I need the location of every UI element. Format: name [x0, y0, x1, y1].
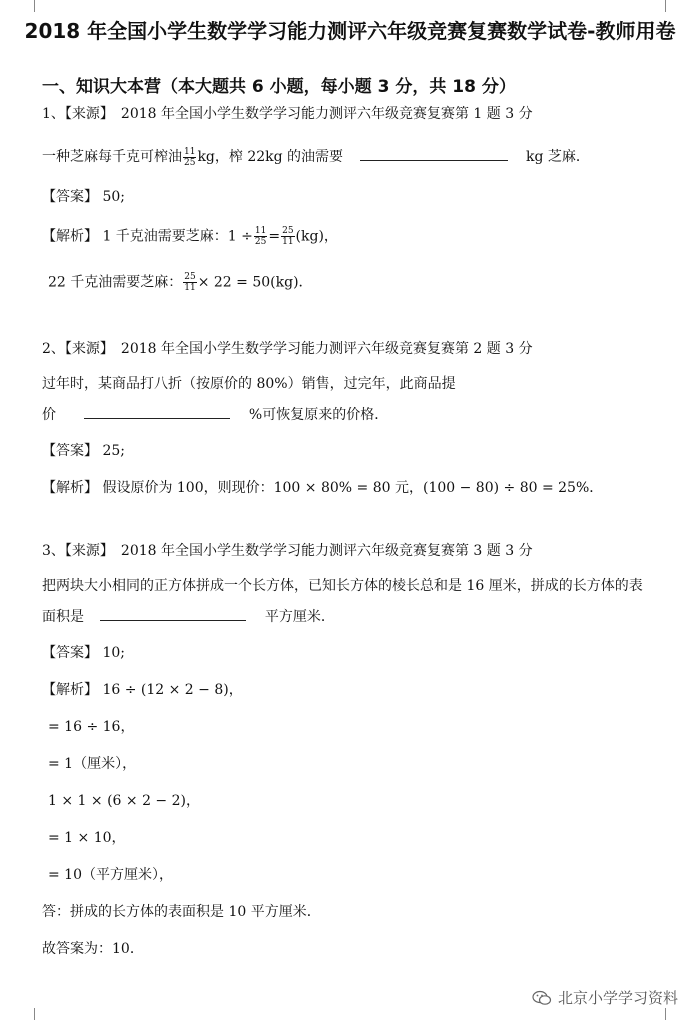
- q2-stem-part-b: 价: [42, 407, 56, 423]
- q3-answer: 【答案】 10;: [42, 645, 125, 661]
- q2-analysis: 【解析】 假设原价为 100，则现价：100 × 80% = 80 元，(100 − 80) ÷ 80 = 25%．: [42, 480, 604, 496]
- watermark-text: 北京小学学习资料: [557, 989, 678, 1007]
- q3-stem-line-2: [42, 606, 335, 627]
- q1-analysis-part-c: (kg)，: [295, 228, 338, 245]
- q3-analysis-step: = 1（厘米），: [48, 756, 137, 772]
- q1-analysis-frac1-den: 25: [254, 237, 267, 247]
- q3-analysis-step: = 1 × 10，: [48, 830, 126, 846]
- q1-analysis-frac2-den: 11: [282, 237, 294, 247]
- corner-mark-bottom-right: [665, 1008, 678, 1020]
- q1-answer-blank: [360, 146, 508, 161]
- q1-line2-frac-den: 11: [184, 283, 196, 293]
- q1-line2-part-b: × 22 = 50(kg)．: [197, 274, 313, 291]
- q1-analysis: [42, 226, 338, 247]
- q1-answer: 【答案】 50;: [42, 189, 125, 205]
- q3-analysis-step: 1 × 1 × (6 × 2 − 2)，: [48, 793, 200, 809]
- q2-answer-blank: [84, 404, 230, 419]
- q2-stem-part-c: %可恢复原来的价格．: [248, 407, 389, 423]
- page-title: 2018 年全国小学生数学学习能力测评六年级竞赛复赛数学试卷-教师用卷: [24, 19, 676, 43]
- q1-stem-part-b: kg，榨 22kg 的油需要: [197, 149, 344, 165]
- q3-analysis-step: = 16 ÷ 16，: [48, 719, 135, 735]
- q1-analysis-part-b: =: [268, 228, 281, 245]
- q3-stem-part-b: 面积是: [42, 609, 84, 625]
- wechat-icon: [532, 990, 552, 1006]
- q3-analysis-step: = 10（平方厘米），: [48, 867, 173, 883]
- q1-analysis-frac1-num: 11: [254, 226, 267, 236]
- q1-analysis-fraction-1: [254, 226, 267, 247]
- q2-stem-line-1: 过年时，某商品打八折（按原价的 80%）销售，过完年，此商品提: [42, 376, 456, 392]
- q1-analysis-part-a: 1 千克油需要芝麻：1 ÷: [102, 228, 253, 245]
- q3-final-answer: 故答案为：10．: [42, 941, 144, 957]
- q3-stem-part-c: 平方厘米．: [264, 609, 335, 625]
- q1-stem: [42, 146, 590, 168]
- q1-analysis-line-2: [48, 272, 313, 293]
- q1-analysis-fraction-2: [281, 226, 294, 247]
- q3-analysis-step: 【解析】 16 ÷ (12 × 2 − 8)，: [42, 682, 243, 698]
- corner-mark-bottom-left: [22, 1008, 35, 1020]
- q1-analysis-label: 【解析】: [42, 228, 98, 245]
- q1-stem-fraction: [183, 147, 196, 168]
- q2-stem-line-2: [42, 404, 388, 425]
- q1-source: 1、【来源】 2018 年全国小学生数学学习能力测评六年级竞赛复赛第 1 题 3 分: [42, 106, 533, 122]
- section-heading: 一、知识大本营（本大题共 6 小题，每小题 3 分，共 18 分）: [42, 77, 516, 97]
- q1-line2-frac-num: 25: [184, 272, 196, 282]
- q3-answer-blank: [100, 606, 246, 621]
- q1-frac-num: 11: [184, 146, 196, 157]
- q3-source: 3、【来源】 2018 年全国小学生数学学习能力测评六年级竞赛复赛第 3 题 3 分: [42, 543, 533, 559]
- q1-line2-part-a: 22 千克油需要芝麻：: [48, 274, 183, 291]
- q1-stem-part-c: kg 芝麻．: [525, 149, 590, 165]
- q3-stem-line-1: 把两块大小相同的正方体拼成一个长方体，已知长方体的棱长总和是 16 厘米，拼成的长方体的表: [42, 578, 643, 594]
- q1-line2-fraction: [183, 272, 196, 293]
- q2-answer: 【答案】 25;: [42, 443, 125, 459]
- q1-stem-part-a: 一种芝麻每千克可榨油: [42, 149, 182, 165]
- q3-conclusion: 答：拼成的长方体的表面积是 10 平方厘米．: [42, 904, 321, 920]
- corner-mark-top-right: [665, 0, 678, 12]
- corner-mark-top-left: [22, 0, 35, 12]
- q1-frac-den: 25: [184, 157, 196, 168]
- watermark: [532, 987, 678, 1008]
- q2-source: 2、【来源】 2018 年全国小学生数学学习能力测评六年级竞赛复赛第 2 题 3 分: [42, 341, 533, 357]
- q1-analysis-frac2-num: 25: [282, 226, 294, 236]
